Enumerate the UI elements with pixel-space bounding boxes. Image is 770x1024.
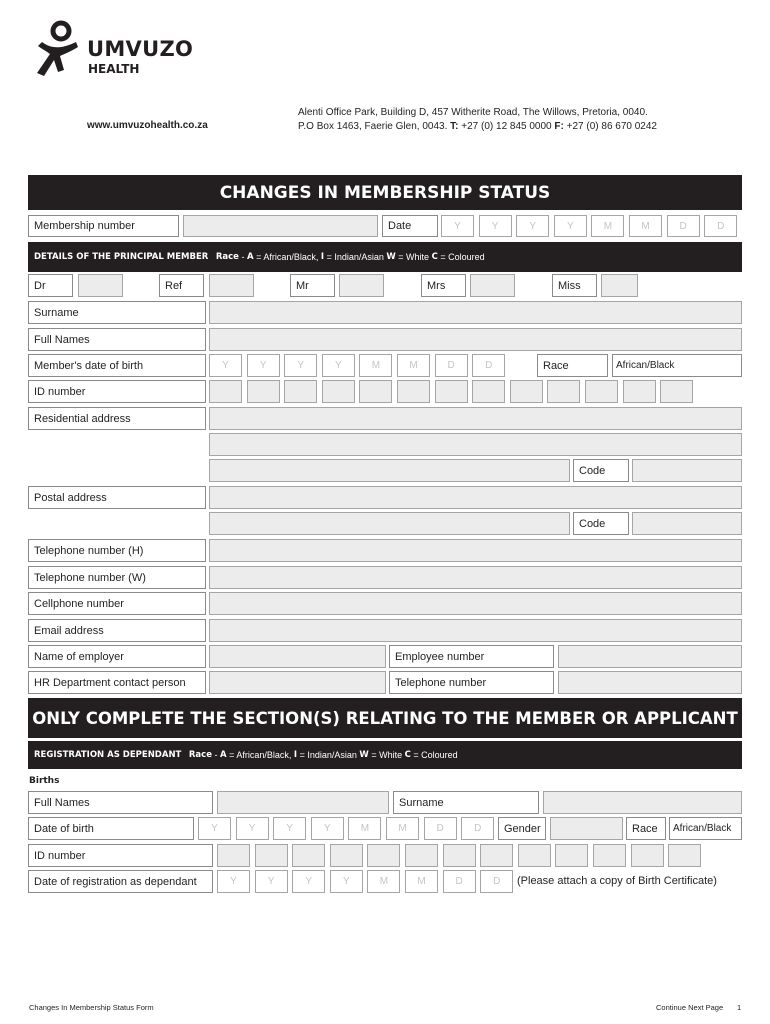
date-label: Date [382, 215, 438, 237]
postal-code-field[interactable] [632, 512, 742, 535]
surname-label: Surname [28, 301, 206, 324]
dependant-id-label: ID number [28, 844, 213, 867]
membership-number-field[interactable] [183, 215, 378, 237]
dob-digit-cell[interactable]: Y [284, 354, 317, 377]
id-digit-cell[interactable] [547, 380, 580, 403]
dependant-reg-digit-cell[interactable]: Y [292, 870, 325, 893]
dependant-reg-digit-cell[interactable]: D [480, 870, 513, 893]
hr-telephone-field[interactable] [558, 671, 742, 694]
dependant-dob-digit-cell[interactable]: Y [273, 817, 306, 840]
footer-page-number: 1 [737, 1003, 742, 1012]
date-digit-cell[interactable]: Y [441, 215, 474, 237]
dependant-id-digit-cell[interactable] [668, 844, 701, 867]
member-dob-label: Member's date of birth [28, 354, 206, 377]
email-field[interactable] [209, 619, 742, 642]
date-digit-cell[interactable]: M [591, 215, 624, 237]
postal-address-line-1[interactable] [209, 486, 742, 509]
title-dr-label: Dr [28, 274, 73, 297]
dependant-gender-label: Gender [498, 817, 546, 840]
runner-logo-icon [34, 20, 82, 78]
cellphone-field[interactable] [209, 592, 742, 615]
brand-subname: HEALTH [88, 62, 140, 76]
date-digit-cell[interactable]: D [704, 215, 737, 237]
dependant-surname-field[interactable] [543, 791, 742, 814]
title-mrs-label: Mrs [421, 274, 466, 297]
date-digit-cell[interactable]: Y [516, 215, 549, 237]
footer-continue: Continue Next Page [656, 1003, 724, 1012]
telephone-work-label: Telephone number (W) [28, 566, 206, 589]
dob-digit-cell[interactable]: M [397, 354, 430, 377]
id-digit-cell[interactable] [623, 380, 656, 403]
dependant-race-value[interactable]: African/Black [669, 817, 742, 840]
full-names-label: Full Names [28, 328, 206, 351]
postal-address-label: Postal address [28, 486, 206, 509]
employer-field[interactable] [209, 645, 386, 668]
dependant-full-names-field[interactable] [217, 791, 389, 814]
dependant-id-digit-cell[interactable] [292, 844, 325, 867]
dependant-surname-label: Surname [393, 791, 539, 814]
dob-digit-cell[interactable]: M [359, 354, 392, 377]
dependant-id-digit-cell[interactable] [555, 844, 588, 867]
date-digit-cell[interactable]: M [629, 215, 662, 237]
website-link[interactable]: www.umvuzohealth.co.za [87, 120, 208, 131]
id-number-label: ID number [28, 380, 206, 403]
id-digit-cell[interactable] [322, 380, 355, 403]
dob-digit-cell[interactable]: Y [209, 354, 242, 377]
id-digit-cell[interactable] [510, 380, 543, 403]
title-ref-label: Ref [159, 274, 204, 297]
dependant-dob-digit-cell[interactable]: M [386, 817, 419, 840]
dependant-id-digit-cell[interactable] [367, 844, 400, 867]
dependant-id-digit-cell[interactable] [480, 844, 513, 867]
dependant-id-digit-cell[interactable] [330, 844, 363, 867]
dependant-dob-digit-cell[interactable]: D [424, 817, 457, 840]
race-value-field[interactable]: African/Black [612, 354, 742, 377]
dependant-id-digit-cell[interactable] [217, 844, 250, 867]
title-mr-checkbox[interactable] [339, 274, 384, 297]
telephone-work-field[interactable] [209, 566, 742, 589]
surname-field[interactable] [209, 301, 742, 324]
id-digit-cell[interactable] [472, 380, 505, 403]
dependant-full-names-label: Full Names [28, 791, 213, 814]
dependant-header: REGISTRATION AS DEPENDANT Race - A = African/Black, I = Indian/Asian W = White C = Coloured [28, 741, 742, 769]
residential-address-line-1[interactable] [209, 407, 742, 430]
title-dr-checkbox[interactable] [78, 274, 123, 297]
residential-code-field[interactable] [632, 459, 742, 482]
birth-certificate-note: (Please attach a copy of Birth Certificate) [517, 875, 717, 887]
postal-address-line-2[interactable] [209, 512, 570, 535]
date-digit-cell[interactable]: D [667, 215, 700, 237]
id-digit-cell[interactable] [284, 380, 317, 403]
telephone-home-label: Telephone number (H) [28, 539, 206, 562]
dependant-id-digit-cell[interactable] [631, 844, 664, 867]
residential-code-label: Code [573, 459, 629, 482]
membership-number-label: Membership number [28, 215, 179, 237]
dependant-id-digit-cell[interactable] [405, 844, 438, 867]
residential-address-line-2[interactable] [209, 433, 742, 456]
hr-telephone-label: Telephone number [389, 671, 554, 694]
residential-address-label: Residential address [28, 407, 206, 430]
form-title: CHANGES IN MEMBERSHIP STATUS [28, 175, 742, 210]
title-ref-field[interactable] [209, 274, 254, 297]
dependant-race-label: Race [626, 817, 666, 840]
dependant-id-digit-cell[interactable] [593, 844, 626, 867]
id-digit-cell[interactable] [435, 380, 468, 403]
dependant-gender-field[interactable] [550, 817, 623, 840]
date-digit-cell[interactable]: Y [479, 215, 512, 237]
id-digit-cell[interactable] [359, 380, 392, 403]
dob-digit-cell[interactable]: Y [322, 354, 355, 377]
principal-member-header: DETAILS OF THE PRINCIPAL MEMBER Race - A = African/Black, I = Indian/Asian W = White C = Coloured [28, 242, 742, 272]
company-logo [34, 20, 204, 80]
footer-form-name: Changes In Membership Status Form [29, 1003, 154, 1012]
hr-contact-label: HR Department contact person [28, 671, 206, 694]
employee-number-field[interactable] [558, 645, 742, 668]
section-instruction-banner: ONLY COMPLETE THE SECTION(S) RELATING TO THE MEMBER OR APPLICANT [28, 698, 742, 738]
dependant-dob-digit-cell[interactable]: M [348, 817, 381, 840]
dob-digit-cell[interactable]: D [472, 354, 505, 377]
date-digit-cell[interactable]: Y [554, 215, 587, 237]
dependant-reg-digit-cell[interactable]: M [367, 870, 400, 893]
births-heading: Births [29, 776, 60, 786]
dependant-reg-digit-cell[interactable]: M [405, 870, 438, 893]
title-miss-label: Miss [552, 274, 597, 297]
id-digit-cell[interactable] [209, 380, 242, 403]
dependant-reg-digit-cell[interactable]: Y [330, 870, 363, 893]
id-digit-cell[interactable] [397, 380, 430, 403]
dependant-dob-label: Date of birth [28, 817, 194, 840]
dependant-reg-digit-cell[interactable]: Y [217, 870, 250, 893]
dob-digit-cell[interactable]: D [435, 354, 468, 377]
brand-name: UMVUZO [87, 37, 194, 61]
dependant-dob-digit-cell[interactable]: Y [198, 817, 231, 840]
dependant-id-digit-cell[interactable] [255, 844, 288, 867]
full-names-field[interactable] [209, 328, 742, 351]
dependant-dob-digit-cell[interactable]: D [461, 817, 494, 840]
dependant-dob-digit-cell[interactable]: Y [311, 817, 344, 840]
dependant-id-digit-cell[interactable] [518, 844, 551, 867]
employer-label: Name of employer [28, 645, 206, 668]
residential-address-line-3[interactable] [209, 459, 570, 482]
title-miss-checkbox[interactable] [601, 274, 638, 297]
dependant-reg-digit-cell[interactable]: Y [255, 870, 288, 893]
email-label: Email address [28, 619, 206, 642]
race-label: Race [537, 354, 608, 377]
dependant-reg-digit-cell[interactable]: D [443, 870, 476, 893]
id-digit-cell[interactable] [247, 380, 280, 403]
employee-number-label: Employee number [389, 645, 554, 668]
postal-code-label: Code [573, 512, 629, 535]
dependant-reg-date-label: Date of registration as dependant [28, 870, 213, 893]
title-mrs-checkbox[interactable] [470, 274, 515, 297]
dependant-dob-digit-cell[interactable]: Y [236, 817, 269, 840]
address-line-2: P.O Box 1463, Faerie Glen, 0043. T: +27 (0) 12 845 0000 F: +27 (0) 86 670 0242 [298, 121, 657, 132]
title-mr-label: Mr [290, 274, 335, 297]
id-digit-cell[interactable] [585, 380, 618, 403]
address-line-1: Alenti Office Park, Building D, 457 Witherite Road, The Willows, Pretoria, 0040. [298, 107, 648, 118]
dependant-id-digit-cell[interactable] [443, 844, 476, 867]
dob-digit-cell[interactable]: Y [247, 354, 280, 377]
telephone-home-field[interactable] [209, 539, 742, 562]
hr-contact-field[interactable] [209, 671, 386, 694]
id-digit-cell[interactable] [660, 380, 693, 403]
cellphone-label: Cellphone number [28, 592, 206, 615]
